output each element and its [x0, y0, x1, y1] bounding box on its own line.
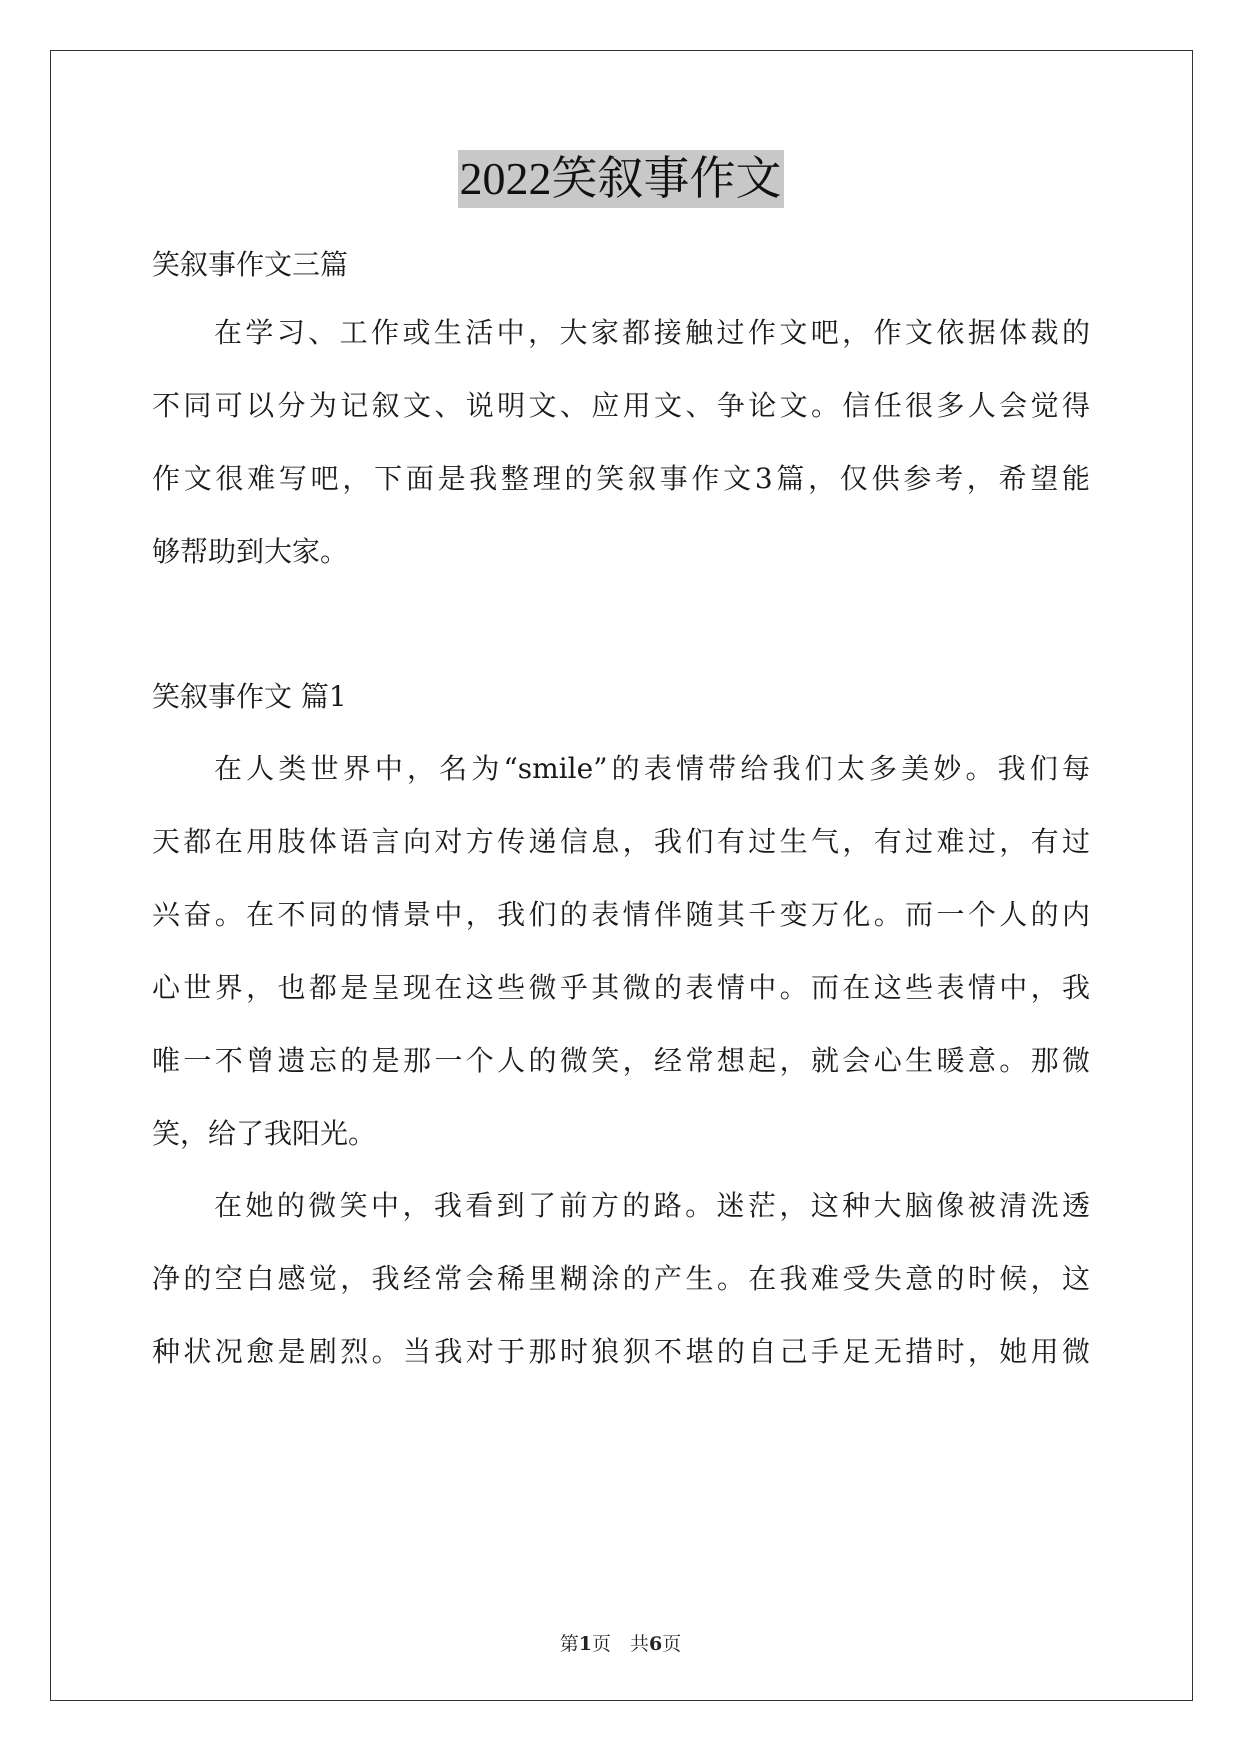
- footer-prefix: 第: [559, 1633, 579, 1655]
- paragraph1-line: 唯一不曾遗忘的是那一个人的微笑，经常想起，就会心生暖意。那微: [152, 1044, 1090, 1077]
- section-heading: 笑叙事作文 篇1: [152, 680, 347, 713]
- footer-page-number: 1: [578, 1633, 592, 1655]
- paragraph1-line: 心世界，也都是呈现在这些微乎其微的表情中。而在这些表情中，我: [152, 971, 1090, 1004]
- intro-line: 作文很难写吧，下面是我整理的笑叙事作文3篇，仅供参考，希望能: [152, 462, 1090, 495]
- title-area: [0, 150, 1241, 208]
- paragraph2-line: 净的空白感觉，我经常会稀里糊涂的产生。在我难受失意的时候，这: [152, 1262, 1090, 1295]
- intro-line: 不同可以分为记叙文、说明文、应用文、争论文。信任很多人会觉得: [152, 389, 1090, 422]
- footer-suffix: 页: [662, 1633, 682, 1655]
- paragraph1-line: 兴奋。在不同的情景中，我们的表情伴随其千变万化。而一个人的内: [152, 898, 1090, 931]
- paragraph2-line: 在她的微笑中，我看到了前方的路。迷茫，这种大脑像被清洗透: [214, 1189, 1090, 1222]
- intro-line: 够帮助到大家。: [152, 535, 349, 568]
- paragraph1-line: 在人类世界中，名为“smile”的表情带给我们太多美妙。我们每: [214, 752, 1090, 785]
- paragraph2-line: 种状况愈是剧烈。当我对于那时狼狈不堪的自己手足无措时，她用微: [152, 1335, 1090, 1368]
- paragraph1-line: 笑，给了我阳光。: [152, 1117, 377, 1150]
- page-border: [50, 50, 1193, 1701]
- intro-line: 在学习、工作或生活中，大家都接触过作文吧，作文依据体裁的: [214, 316, 1090, 349]
- page-footer: [0, 1632, 1241, 1656]
- footer-total-pages: 6: [649, 1633, 663, 1655]
- paragraph1-line: 天都在用肢体语言向对方传递信息，我们有过生气，有过难过，有过: [152, 825, 1090, 858]
- document-subtitle: 笑叙事作文三篇: [152, 248, 349, 281]
- document-title: 2022笑叙事作文: [458, 150, 784, 208]
- footer-mid: 页 共: [591, 1633, 649, 1655]
